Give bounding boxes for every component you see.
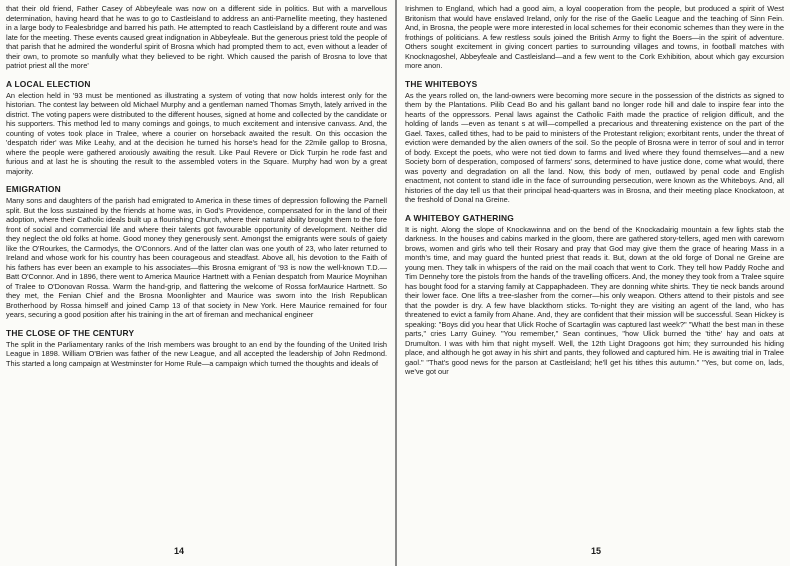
heading-local-election: A LOCAL ELECTION: [6, 78, 91, 89]
right-page: [397, 0, 790, 566]
heading-emigration: EMIGRATION: [6, 184, 61, 194]
heading-whiteboys: THE WHITEBOYS: [405, 78, 478, 89]
whiteboy-gathering-paragraph: It is night. Along the slope of Knockawinna and on the bend of the Knockadairig mountain a few lights stab the darkness. In the houses and cabins marked in the gloom, there are gathered story-tellers, aged men with careworn brows, women and girls who tell their Rosary and pray that God may give them the grace of hearing Mass in a month's time, and may guard the hunted priest that reads it. But, down at the old forge of Donal ne Greine are young men. They talk in whispers of the raid on the mail coach that went to Cork. They tell how Paddy Roche and Tim Dennehy tore the pistols from the hands of the travelling officers. And, the money they took from a Tralee squire has bought food for a starving family at Cappaphadeen. They are donning white shirts. They tie neck bands around their lower face. One lifts a tree-slasher from the corner—his only weapon. Others attend to their pistols and see that the powder is dry. A few have blackthorn sticks. To-night they are visiting an agent of the land, who has threatened to evict a family from Ahane. And, they are confident that their mission will be successful. Sean Hickey is speaking: "Boys did you hear that Ulick Roche of Scartaglin was captured last week?" "What! the best man in these parts," cries Larry Guiney. "You remember," Sean continues, "how Ulick burned the 'tithe' hay and oats at Drumulton. I was with him that night myself. Well, the 12th Light Dragoons got him; they surrounded his hiding place, and although he got away in his shirt and pants, they followed and captured him. He is awaiting trial in Tralee gaol." "That's good news for the parson at Castleisland; he'll get his tithes this autumn." "Yes, but come on, lads, we've got our: [405, 224, 784, 376]
local-election-paragraph: An election held in '93 must be mentioned as illustrating a system of voting that now holds interest only for the historian. The contest lay between old Michael Murphy and a gentleman named Thomas Smyth, lately arrived in the district. The voting papers were distributed to the different houses, signed at home and collected by the candidate or his supporters. This method led to many comings and goings, to much excitement and intensive canvass. And, the counting of votes took place in Tralee, where a courier on horseback awaited the result. On this occasion the 'despatch rider' was Mike Leahy, and at the decision he turned his horse's head for the 22mile gallop to Brosna, where the people were gathered anxiously awaiting the result. Like Paul Revere or Dick Turpin he rode fast and furious and at last he is shouting the result to the assembled voters in the Square. Murphy had won by a great majority.: [6, 90, 387, 176]
close-of-century-paragraph: The split in the Parliamentary ranks of the Irish members was brought to an end by the founding of the United Irish League in 1898. William O'Brien was father of the new League, and all accepted the leadership of John Redmond. This started a long campaign at Westminster for Home Rule—a campaign which turned the thoughts and ideals of: [6, 339, 387, 368]
emigration-paragraph: Many sons and daughters of the parish had emigrated to America in these times of depression following the Parnell split. But the loss sustained by the friends at home was, in God's Providence, compensated for in the land of their adoption, where their Catholic ideals built up a flourishing Church, where their natural ability brought them to the fore front of social and commercial life and where their talents got favourable opportunity of development. Neither did they neglect the old folks at home. Good money they generously sent. Amongst the emigrants were souls of gaiety like the O'Rourkes, the Carmodys, the O'Connors. And of the latter clan was one youth of 23, who later returned to Ireland and whose work for his country has been courageous and steadfast. Above all, his devotion to the Faith of his fathers has ever been an example to his associates—this Brosna emigrant of '93 is now the well-known T.D.—Batt O'Connor. And in 1896, there went to America Maurice Hartnett with a Fenian despatch from Maurice Moynihan of Tralee to O'Donovan Rossa. Warm the hand-grip, and flattering the welcome of Rossa forMaurice Hartnett. So they met, the Fenian Chief and the Brosna Moonlighter and Maurice was sworn into the Irish Republican Brotherhood by Rossa himself and joined Camp 13 of that society in New York. Here Maurice remained for four years, securing a good position after his training in the art of fireman and mechanical engineer: [6, 196, 387, 319]
whiteboys-paragraph: As the years rolled on, the land-owners were becoming more secure in the possession of the districts as signed to them by the Plantations. Pilib Cead Bo and his gallant band no longer rode hill and dale to inspire fear into the hearts of the oppressors. Penal laws against the Catholic Faith made the practice of religion difficult, and the holding of lands —even as tenant s at will—compelled a precarious and threatening existence on the part of the Gael. Taxes, called tithes, had to be paid to ministers of the Protestant religion; exorbitant rents, under the threat of eviction were demanded by the alien owners of the soil. So the people of Brosna were in terror of soul and in terror of body. Except the poets, who were not tied down to farms and lived where they found themselves—and a new Society born of desperation, composed of farmers' sons, determined to have justice done, come what would, there was poverty and degradation on all the land. Now, this body of men, outlawed by penal code and English enactment, not content to stand idle in the face of surrounding persecution, were known as the Whiteboys. And, all histories of the day tell us that their principal head-quarters was in Brosna, and their meeting place Knockatoon, at the freshold of Donal na Greine.: [405, 90, 784, 204]
page-number-right: 15: [591, 546, 602, 556]
page-number-left: 14: [174, 546, 185, 556]
right-intro-paragraph: Irishmen to England, which had a good aim, a loyal cooperation from the people, but produced a spirit of West Britonism that would have enslaved Ireland, only for the rise of the Gaelic League and the teaching of Sinn Fein. And, in Brosna, the people were more interested in local schemes for their economic schemes than they were in the frothings of politicians. A few restless souls joined the British Army to fight the Boers—in the spirit of adventure. Others sought excitement in giving concert parties to surrounding villages and towns, in football matches with Knocknagoshel, Abbeyfeale and Castleisland—and a few went to the Cork Exhibition, about which gay excursion more anon.: [405, 4, 784, 70]
left-intro-paragraph: that their old friend, Father Casey of Abbeyfeale was now on a different side in politics. But with a marvellous determination, having heard that he was to go to Castleisland to address an anti-Parnellite meeting, they hastened in a large body to Fealesbridge and barred his path. He attempted to reach Castleisland by a different route and was late for the meeting. These events caused great indignation in Abbeyfeale. But the generous priest told the people of that parish that he admired the wonderful spirit of Brosna which had prompted them to act, even without a leader of their own, to promote so manfully what they believed to be right. Which caused the parish of Brosna to love that patriot priest all the more': [6, 4, 387, 70]
heading-whiteboy-gathering: A WHITEBOY GATHERING: [405, 212, 514, 223]
heading-close-of-century: THE CLOSE OF THE CENTURY: [6, 327, 135, 338]
